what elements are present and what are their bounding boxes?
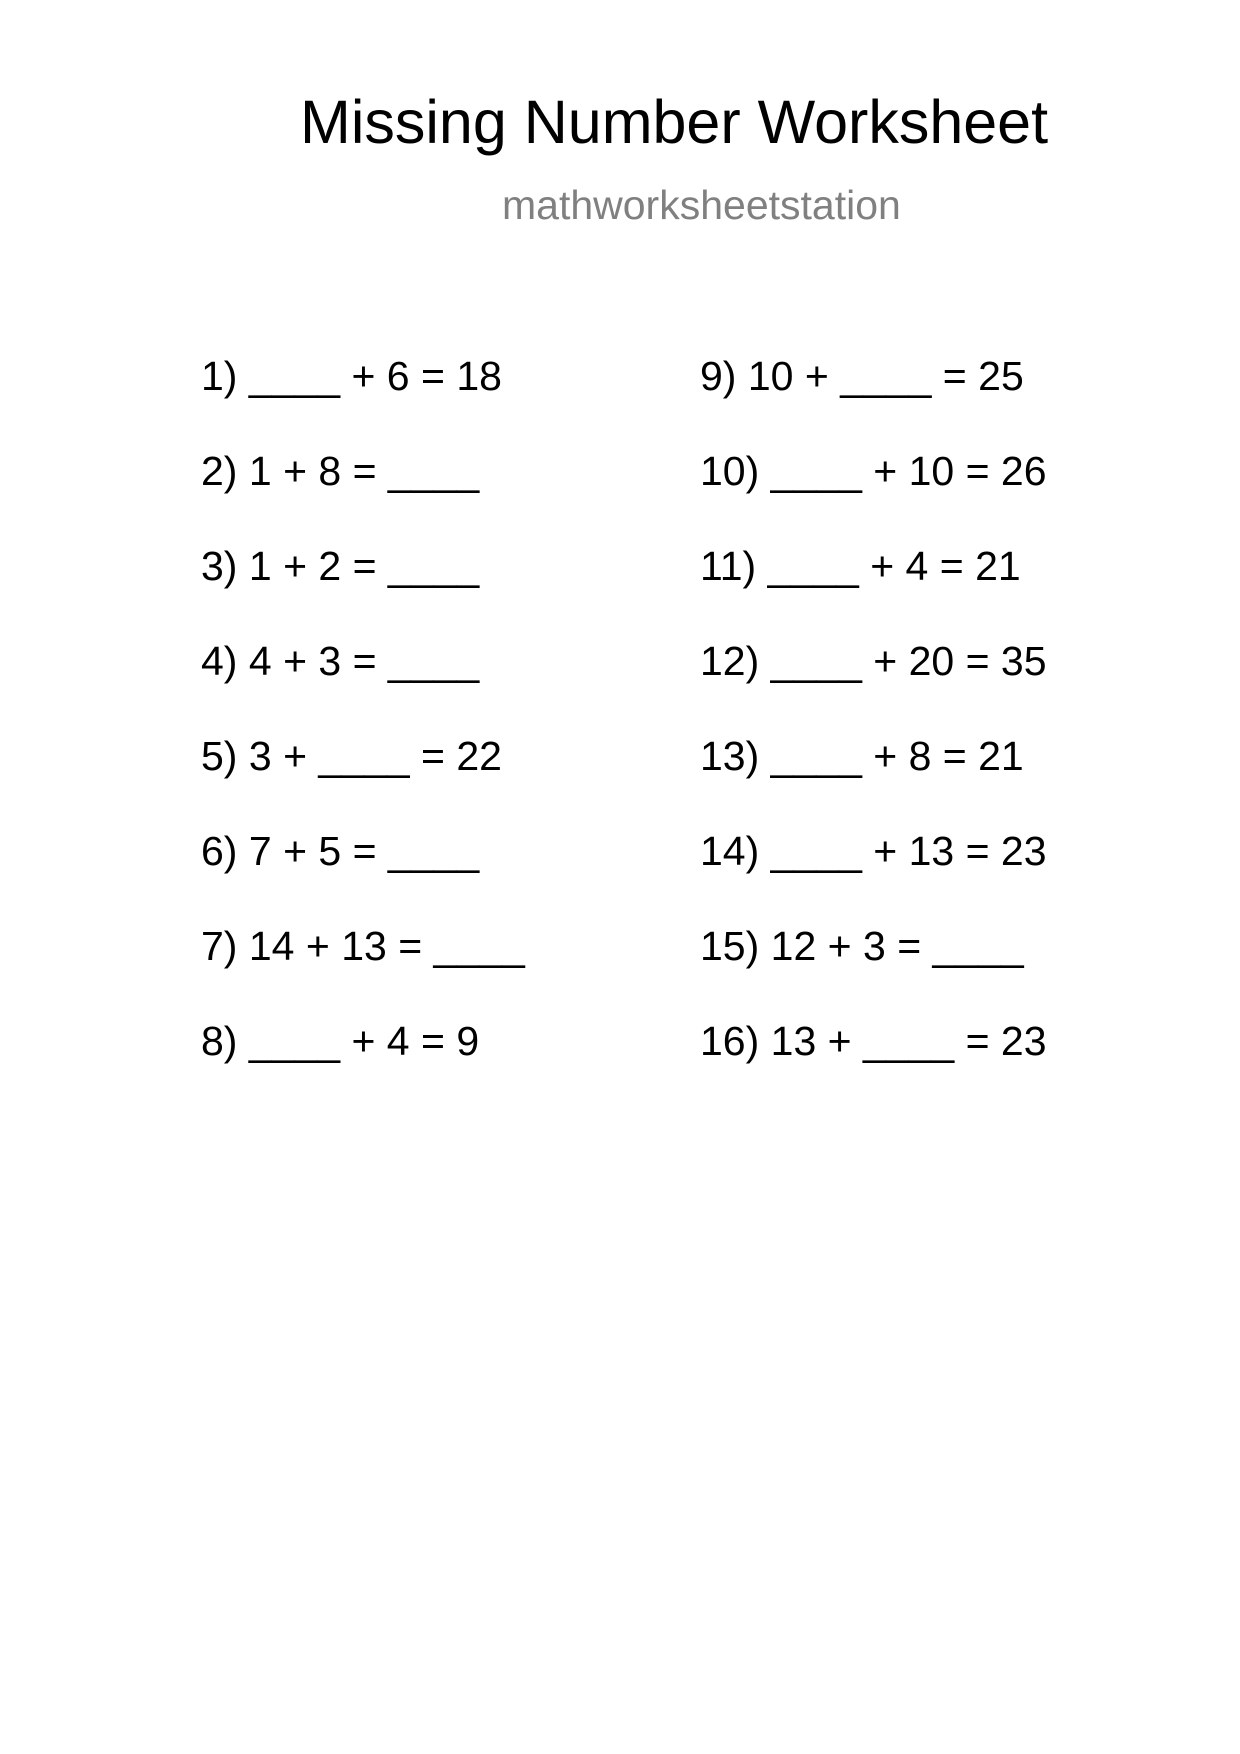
problem-number: 5) — [201, 733, 238, 779]
problem-column-right — [700, 352, 1047, 1112]
problem-item — [700, 732, 1047, 827]
problem-item — [700, 827, 1047, 922]
problem-number: 10) — [700, 448, 760, 494]
problem-number: 11) — [700, 543, 757, 589]
problem-number: 14) — [700, 828, 760, 874]
problem-expression: 3 + ____ = 22 — [248, 733, 502, 779]
problem-expression: 14 + 13 = ____ — [248, 923, 525, 969]
problem-expression: 13 + ____ = 23 — [770, 1018, 1047, 1064]
problem-expression: 1 + 8 = ____ — [248, 448, 480, 494]
problem-item — [700, 352, 1047, 447]
problem-expression: 1 + 2 = ____ — [248, 543, 480, 589]
problem-expression: ____ + 6 = 18 — [248, 353, 502, 399]
problem-number: 12) — [700, 638, 760, 684]
problem-expression: ____ + 8 = 21 — [770, 733, 1024, 779]
problem-expression: ____ + 10 = 26 — [770, 448, 1047, 494]
problem-number: 7) — [201, 923, 238, 969]
problem-expression: ____ + 13 = 23 — [770, 828, 1047, 874]
problem-item — [201, 732, 525, 827]
problem-number: 4) — [201, 638, 238, 684]
problem-expression: ____ + 20 = 35 — [770, 638, 1047, 684]
problem-item — [201, 637, 525, 732]
problem-item — [201, 827, 525, 922]
problem-number: 13) — [700, 733, 760, 779]
problem-number: 9) — [700, 353, 737, 399]
problem-number: 15) — [700, 923, 760, 969]
problem-item — [201, 1017, 525, 1112]
problem-number: 16) — [700, 1018, 760, 1064]
problem-number: 3) — [201, 543, 238, 589]
problem-item — [700, 447, 1047, 542]
problem-expression: ____ + 4 = 9 — [248, 1018, 480, 1064]
problem-number: 1) — [201, 353, 238, 399]
problem-column-left — [201, 352, 525, 1112]
problem-item — [201, 352, 525, 447]
problem-number: 2) — [201, 448, 238, 494]
problem-number: 8) — [201, 1018, 238, 1064]
problem-number: 6) — [201, 828, 238, 874]
problem-item — [700, 637, 1047, 732]
page-title: Missing Number Worksheet — [300, 88, 1049, 156]
site-name: mathworksheetstation — [502, 182, 901, 228]
problem-expression: 10 + ____ = 25 — [747, 353, 1024, 399]
problem-item — [201, 542, 525, 637]
problem-item — [700, 542, 1047, 637]
problem-item — [700, 922, 1047, 1017]
problem-item — [201, 922, 525, 1017]
problem-item — [700, 1017, 1047, 1112]
problem-expression: ____ + 4 = 21 — [767, 543, 1021, 589]
problem-item — [201, 447, 525, 542]
problem-expression: 12 + 3 = ____ — [770, 923, 1024, 969]
problem-expression: 4 + 3 = ____ — [248, 638, 480, 684]
problem-expression: 7 + 5 = ____ — [248, 828, 480, 874]
